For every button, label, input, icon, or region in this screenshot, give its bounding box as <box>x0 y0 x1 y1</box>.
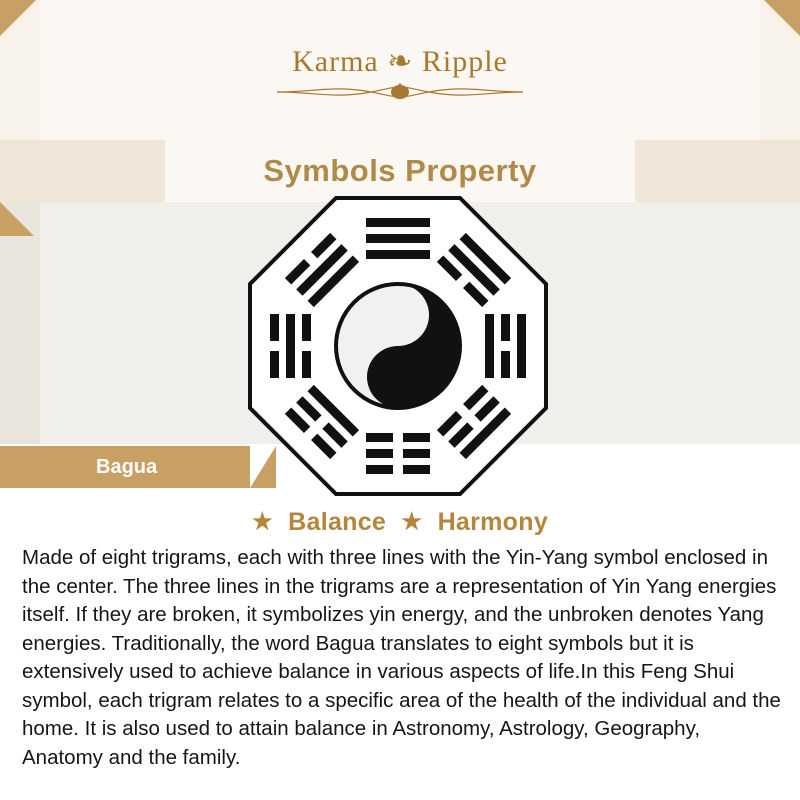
bagua-yin-yang-icon <box>248 196 548 496</box>
corner-accent-top-left <box>0 0 36 36</box>
corner-accent-top-right <box>764 0 800 36</box>
tagline-word-balance: Balance <box>288 508 387 536</box>
tagline <box>0 508 800 537</box>
description-text: Made of eight trigrams, each with three lines with the Yin-Yang symbol enclosed in the center. The three lines in the trigrams are a representation of Yin Yang energies itself. If they are broken, it symbolizes yin energy, and the unbroken denotes Yang energies. Traditionally, the word Bagua translates to eight symbols but it is extensively used to achieve balance in various aspects of life.In this Feng Shui symbol, each trigram relates to a specific area of the health of the individual and the home. It is also used to attain balance in Astronomy, Astrology, Geography, Anatomy and the family. <box>22 546 781 769</box>
symbol-label: Bagua <box>96 455 158 478</box>
page-title: Symbols Property <box>263 153 537 188</box>
brand-logo <box>0 44 800 103</box>
infinity-flourish-icon <box>275 81 525 103</box>
title-box <box>165 140 635 202</box>
symbol-label-ribbon-notch <box>250 446 276 488</box>
brand-name: Karma ❧ Ripple <box>292 45 508 78</box>
star-icon-left: ★ <box>251 508 273 534</box>
star-icon-right: ★ <box>401 508 423 534</box>
tagline-word-harmony: Harmony <box>437 508 549 536</box>
corner-accent-mid-left <box>0 202 34 236</box>
